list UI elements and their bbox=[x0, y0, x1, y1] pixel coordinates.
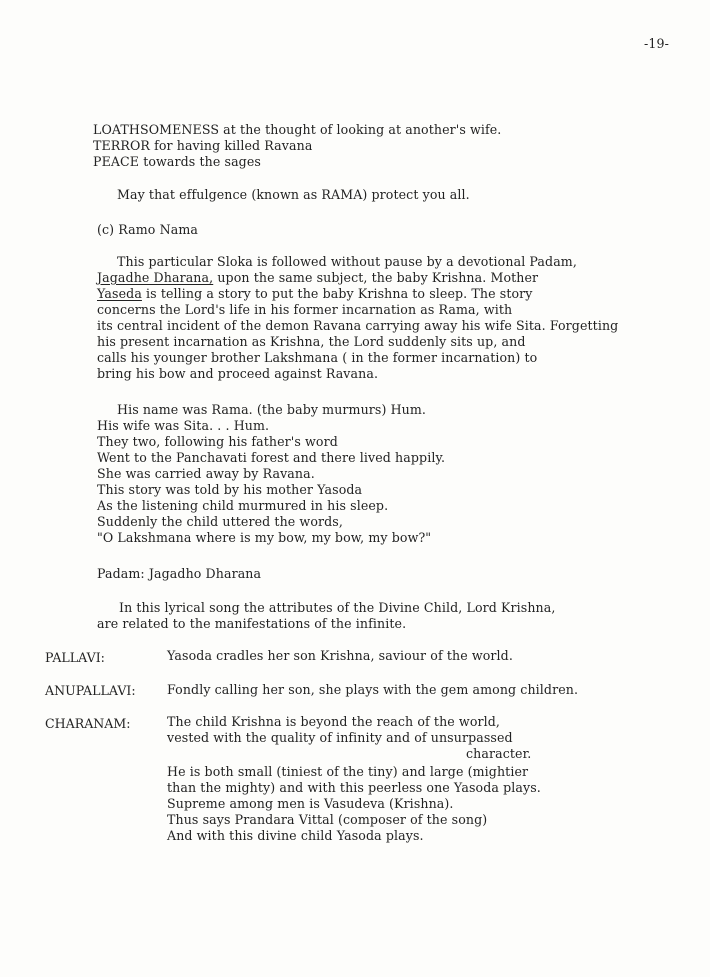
verse-line: His wife was Sita. . . Hum. bbox=[97, 418, 270, 433]
anupallavi-text: Fondly calling her son, she plays with the gem among children. bbox=[167, 682, 579, 697]
charanam-line: And with this divine child Yasoda plays. bbox=[167, 828, 424, 843]
pallavi-text: Yasoda cradles her son Krishna, saviour of the world. bbox=[167, 648, 513, 663]
verse-line: Suddenly the child uttered the words, bbox=[97, 514, 343, 529]
mother-name: Yaseda bbox=[97, 286, 142, 301]
sloka-line: TERROR for having killed Ravana bbox=[93, 138, 313, 153]
charanam-line: The child Krishna is beyond the reach of the world, bbox=[167, 714, 501, 729]
charanam-line: vested with the quality of infinity and of unsurpassed bbox=[167, 730, 513, 745]
verse-line: His name was Rama. (the baby murmurs) Hum. bbox=[117, 402, 427, 417]
verse-line: As the listening child murmured in his sleep. bbox=[97, 498, 389, 513]
section-heading: (c) Ramo Nama bbox=[97, 222, 198, 237]
paragraph-line: concerns the Lord's life in his former incarnation as Rama, with bbox=[97, 302, 513, 317]
paragraph-line: In this lyrical song the attributes of the Divine Child, Lord Krishna, bbox=[119, 600, 556, 615]
charanam-line: than the mighty) and with this peerless one Yasoda plays. bbox=[167, 780, 541, 795]
page-number: -19- bbox=[644, 36, 669, 51]
paragraph-line: its central incident of the demon Ravana carrying away his wife Sita. Forgetting bbox=[97, 318, 619, 333]
sloka-line: PEACE towards the sages bbox=[93, 154, 261, 169]
paragraph-line: bring his bow and proceed against Ravana. bbox=[97, 366, 379, 381]
verse-line: This story was told by his mother Yasoda bbox=[97, 482, 363, 497]
verse-line: Went to the Panchavati forest and there lived happily. bbox=[97, 450, 446, 465]
padam-title: Jagadhe Dharana, bbox=[97, 270, 214, 285]
paragraph-text: is telling a story to put the baby Krishna to sleep. The story bbox=[141, 286, 533, 301]
verse-line: They two, following his father's word bbox=[97, 434, 338, 449]
paragraph-line: calls his younger brother Lakshmana ( in the former incarnation) to bbox=[97, 350, 538, 365]
charanam-line: Thus says Prandara Vittal (composer of the song) bbox=[167, 812, 488, 827]
padam-heading: Padam: Jagadho Dharana bbox=[97, 566, 262, 581]
charanam-line: He is both small (tiniest of the tiny) and large (mightier bbox=[167, 764, 529, 779]
paragraph-text: upon the same subject, the baby Krishna. Mother bbox=[213, 270, 539, 285]
paragraph-line: This particular Sloka is followed without pause by a devotional Padam, bbox=[117, 254, 577, 269]
charanam-line: Supreme among men is Vasudeva (Krishna). bbox=[167, 796, 454, 811]
anupallavi-label: ANUPALLAVI: bbox=[45, 683, 136, 698]
paragraph-line bbox=[97, 270, 538, 286]
sloka-line: LOATHSOMENESS at the thought of looking at another's wife. bbox=[93, 122, 502, 137]
verse-line: She was carried away by Ravana. bbox=[97, 466, 315, 481]
charanam-label: CHARANAM: bbox=[45, 716, 131, 731]
paragraph-line: are related to the manifestations of the infinite. bbox=[97, 616, 407, 631]
verse-line: "O Lakshmana where is my bow, my bow, my bow?" bbox=[97, 530, 432, 545]
charanam-line: character. bbox=[466, 746, 532, 761]
blessing-line: May that effulgence (known as RAMA) protect you all. bbox=[117, 187, 470, 202]
paragraph-line: his present incarnation as Krishna, the Lord suddenly sits up, and bbox=[97, 334, 526, 349]
pallavi-label: PALLAVI: bbox=[45, 650, 105, 665]
paragraph-line bbox=[97, 286, 533, 302]
